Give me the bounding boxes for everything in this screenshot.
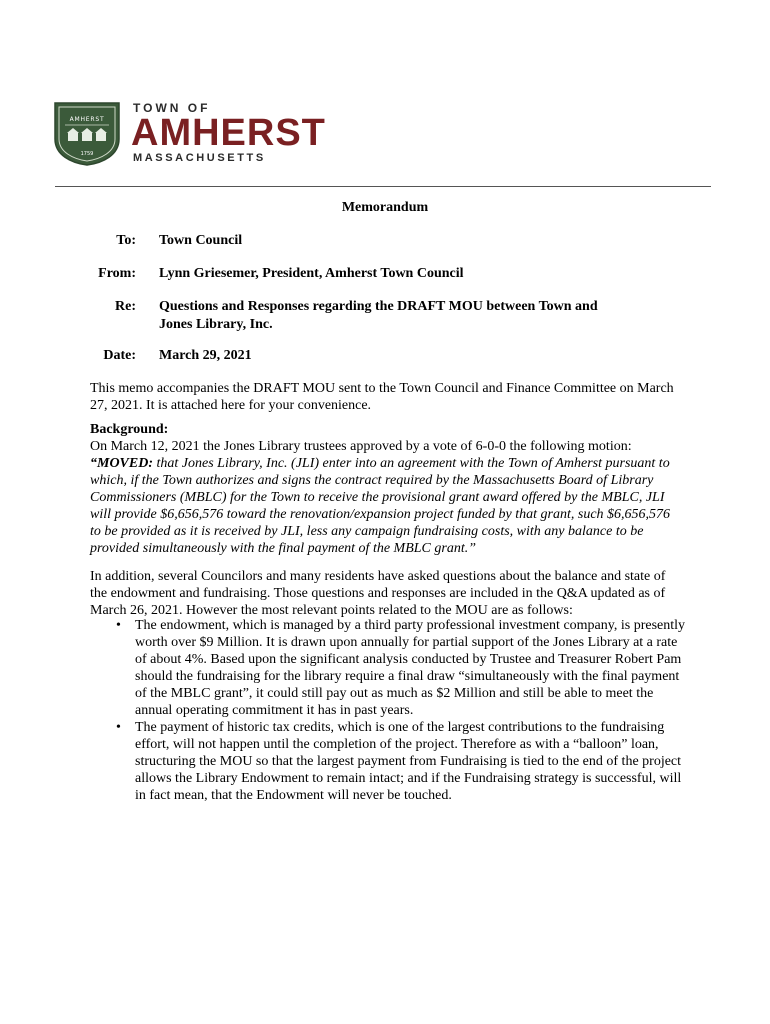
letterhead-state: MASSACHUSETTS [133,152,266,164]
background-text: On March 12, 2021 the Jones Library trustees approved by a vote of 6-0-0 the following motion: [90,439,632,454]
background-heading: Background: [90,422,169,437]
from-label: From: [98,266,136,281]
bullet-list [90,617,690,804]
from-value: Lynn Griesemer, President, Amherst Town Council [159,266,464,281]
motion-text: that Jones Library, Inc. (JLI) enter into an agreement with the Town of Amherst pursuant to which, if the Town authorizes and signs the contract required by the Massachusetts Board of Library Commissioners (MBLC) for the Town to receive the provisional grant award offered by the MBLC, JLI will provide $6,656,576 toward the renovation/expansion project funded by that grant, such $6,656,576 to be provided as it is received by JLI, less any campaign fundraising costs, with any balance to be provided simultaneously with the final payment of the MBLC grant.” [90,456,671,556]
header-divider [55,186,711,187]
motion-quote [90,455,680,557]
addition-paragraph: In addition, several Councilors and many residents have asked questions about the balance and state of the endowment and fundraising. Those questions and responses are included in the Q&A updated as of March 26, 2021. However the most relevant points related to the MOU are as follows: [90,569,666,618]
date-label: Date: [103,348,136,363]
seal-top-text: AMHERST [69,116,105,123]
motion-label: “MOVED: [90,456,154,471]
bullet-glyph: • [116,720,121,735]
bullet-text: The endowment, which is managed by a third party professional investment company, is presently worth over $9 Million. It is drawn upon annually for partial support of the Jones Library at a rate of about 4%. Based upon the significant analysis conducted by Trustee and Treasurer Robert Pam should the fundraising for the library require a final draw “simultaneously with the final payment of the MBLC grant”, it could still pay out as much as $2 Million and still be able to meet the annual operating commitment it has in past years. [135,618,686,718]
bullet-text: The payment of historic tax credits, which is one of the largest contributions to the fundraising effort, will not happen until the completion of the project. Therefore as with a “balloon” loan, structuring the MOU so that the largest payment from Fundraising is tied to the end of the project allows the Library Endowment to remain intact; and if the Fundraising strategy is successful, will in fact mean, that the Endowment will never be touched. [135,720,682,803]
town-seal-logo [51,99,123,167]
bullet-item [90,719,690,804]
bullet-glyph: • [116,618,121,633]
re-value: Questions and Responses regarding the DRAFT MOU between Town and Jones Library, Inc. [159,299,598,332]
seal-year-text: 1759 [80,151,94,157]
date-value: March 29, 2021 [159,348,252,363]
letterhead-town-name: AMHERST [131,112,326,154]
to-value: Town Council [159,233,243,248]
memo-title: Memorandum [341,200,429,215]
intro-paragraph: This memo accompanies the DRAFT MOU sent to the Town Council and Finance Committee on March 27, 2021. It is attached here for your convenience. [90,381,674,413]
letterhead-line-town-of: TOWN OF [133,101,211,115]
bullet-item [90,617,690,719]
background-section [90,421,680,557]
to-label: To: [116,233,136,248]
re-label: Re: [115,299,136,314]
